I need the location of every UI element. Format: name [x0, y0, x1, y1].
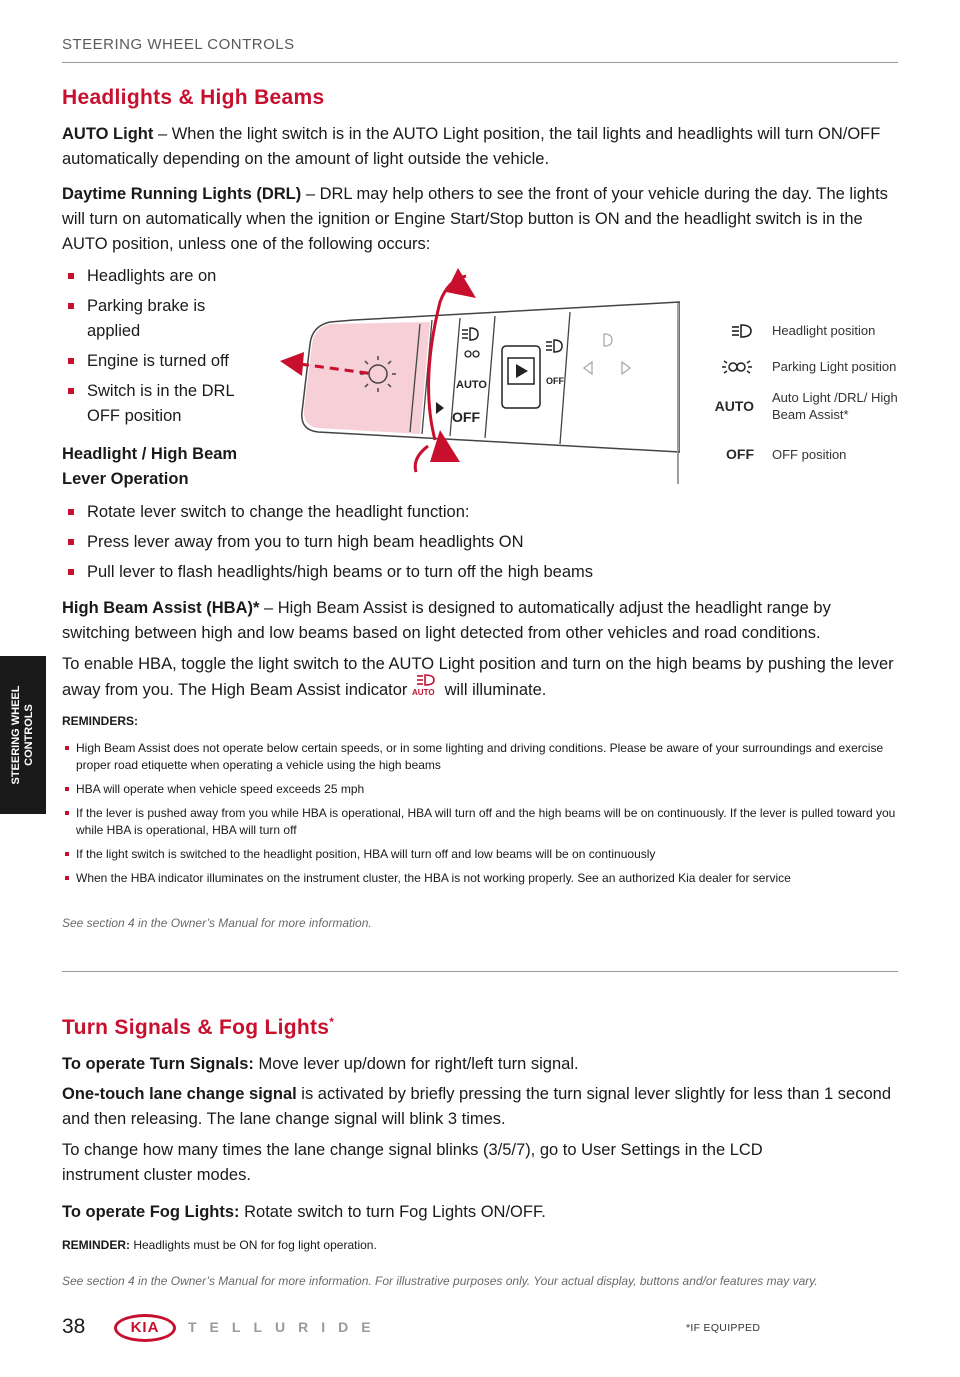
reminders-title: REMINDERS:	[62, 714, 139, 728]
list-item: HBA will operate when vehicle speed exceeds 25 mph	[62, 781, 902, 798]
legend-label: Parking Light position	[772, 359, 897, 374]
list-item: If the light switch is switched to the headlight position, HBA will turn off and low beams will be on continuously	[62, 846, 902, 863]
headlight-icon	[710, 322, 754, 340]
headlight-lever-diagram	[270, 262, 680, 487]
telluride-wordmark: TELLURIDE	[188, 1319, 384, 1335]
see-section-note: See section 4 in the Owner’s Manual for more information.	[62, 916, 372, 930]
list-item: Headlights are on	[62, 264, 262, 289]
legend-label: OFF position	[772, 447, 847, 462]
page-number: 38	[62, 1315, 86, 1338]
fog-lights-paragraph: To operate Fog Lights: Rotate switch to turn Fog Lights ON/OFF.	[62, 1203, 546, 1221]
one-touch-paragraph: One-touch lane change signal is activated by briefly pressing the turn signal lever slightly for less than 1 second and then releasing. The lane change signal will blink 3 times.	[62, 1085, 892, 1128]
ring-off-label: OFF	[452, 409, 480, 425]
side-tab	[0, 656, 46, 814]
list-item: Press lever away from you to turn high beam headlights ON	[62, 530, 898, 555]
legend-label: Headlight position	[772, 323, 876, 338]
auto-text-label: AUTO	[714, 398, 754, 414]
headlights-section-title: Headlights & High Beams	[62, 86, 325, 109]
fog-reminder: REMINDER: Headlights must be ON for fog light operation.	[62, 1238, 377, 1252]
ring-auto-label: AUTO	[456, 379, 487, 391]
section-divider	[62, 971, 898, 972]
side-tab-label: STEERING WHEEL CONTROLS	[10, 685, 35, 785]
hba-indicator-icon: AUTO	[412, 677, 440, 699]
footer-see-section-note: See section 4 in the Owner’s Manual for more information. For illustrative purposes only. Your actual display, buttons and/or features may vary.	[62, 1274, 818, 1288]
lever-operation-title: Headlight / High Beam Lever Operation	[62, 445, 238, 488]
blink-count-paragraph: To change how many times the lane change signal blinks (3/5/7), go to User Settings in the LCD instrument cluster modes.	[62, 1141, 763, 1184]
reminders-list	[62, 740, 902, 894]
turn-signals-section-title: Turn Signals & Fog Lights*	[62, 1015, 335, 1039]
turn-signals-paragraph: To operate Turn Signals: Move lever up/down for right/left turn signal.	[62, 1055, 579, 1073]
lever-operation-list	[62, 500, 898, 590]
hba-paragraph: High Beam Assist (HBA)* – High Beam Assist is designed to automatically adjust the headlight range by switching between high and low beams based on light detected from other vehicles and road conditions.	[62, 599, 831, 642]
fog-off-label: OFF	[546, 376, 564, 386]
legend-label: Auto Light /DRL/ High Beam Assist*	[772, 390, 898, 422]
off-text-label: OFF	[726, 446, 754, 462]
list-item: Rotate lever switch to change the headlight function:	[62, 500, 898, 525]
auto-light-paragraph: AUTO Light – When the light switch is in the AUTO Light position, the tail lights and headlights will turn ON/OFF automatically depending on the amount of light outside the vehicle.	[62, 125, 881, 168]
list-item: Switch is in the DRL OFF position	[62, 379, 262, 429]
top-divider	[62, 62, 898, 63]
drl-conditions-list	[62, 264, 262, 434]
list-item: Parking brake is applied	[62, 294, 262, 344]
list-item: High Beam Assist does not operate below certain speeds, or in some lighting and driving conditions. Please be aware of your surroundings and exercise proper road etiquette when operating a vehicle using the high beams	[62, 740, 902, 774]
if-equipped-note: *IF EQUIPPED	[686, 1322, 761, 1334]
list-item: If the lever is pushed away from you while HBA is operational, HBA will turn off and the high beams will be on continuously. If the lever is pulled toward you while HBA is operational, HBA will turn off	[62, 805, 902, 839]
hba-enable-paragraph: To enable HBA, toggle the light switch to the AUTO Light position and turn on the high beams by pushing the lever away from you. The High Beam Assist indicator AUTO will illuminate.	[62, 655, 894, 699]
running-header: STEERING WHEEL CONTROLS	[62, 36, 295, 53]
list-item: When the HBA indicator illuminates on the instrument cluster, the HBA is not working properly. See an authorized Kia dealer for service	[62, 870, 902, 887]
list-item: Engine is turned off	[62, 349, 262, 374]
kia-logo: KIA	[114, 1314, 176, 1342]
list-item: Pull lever to flash headlights/high beams or to turn off the high beams	[62, 560, 898, 585]
parking-light-icon	[710, 358, 754, 376]
drl-paragraph: Daytime Running Lights (DRL) – DRL may help others to see the front of your vehicle during the day. The lights will turn on automatically when the ignition or Engine Start/Stop button is ON and the headlight switch is in the AUTO position, unless one of the following occurs:	[62, 185, 888, 253]
legend-divider	[677, 318, 678, 484]
